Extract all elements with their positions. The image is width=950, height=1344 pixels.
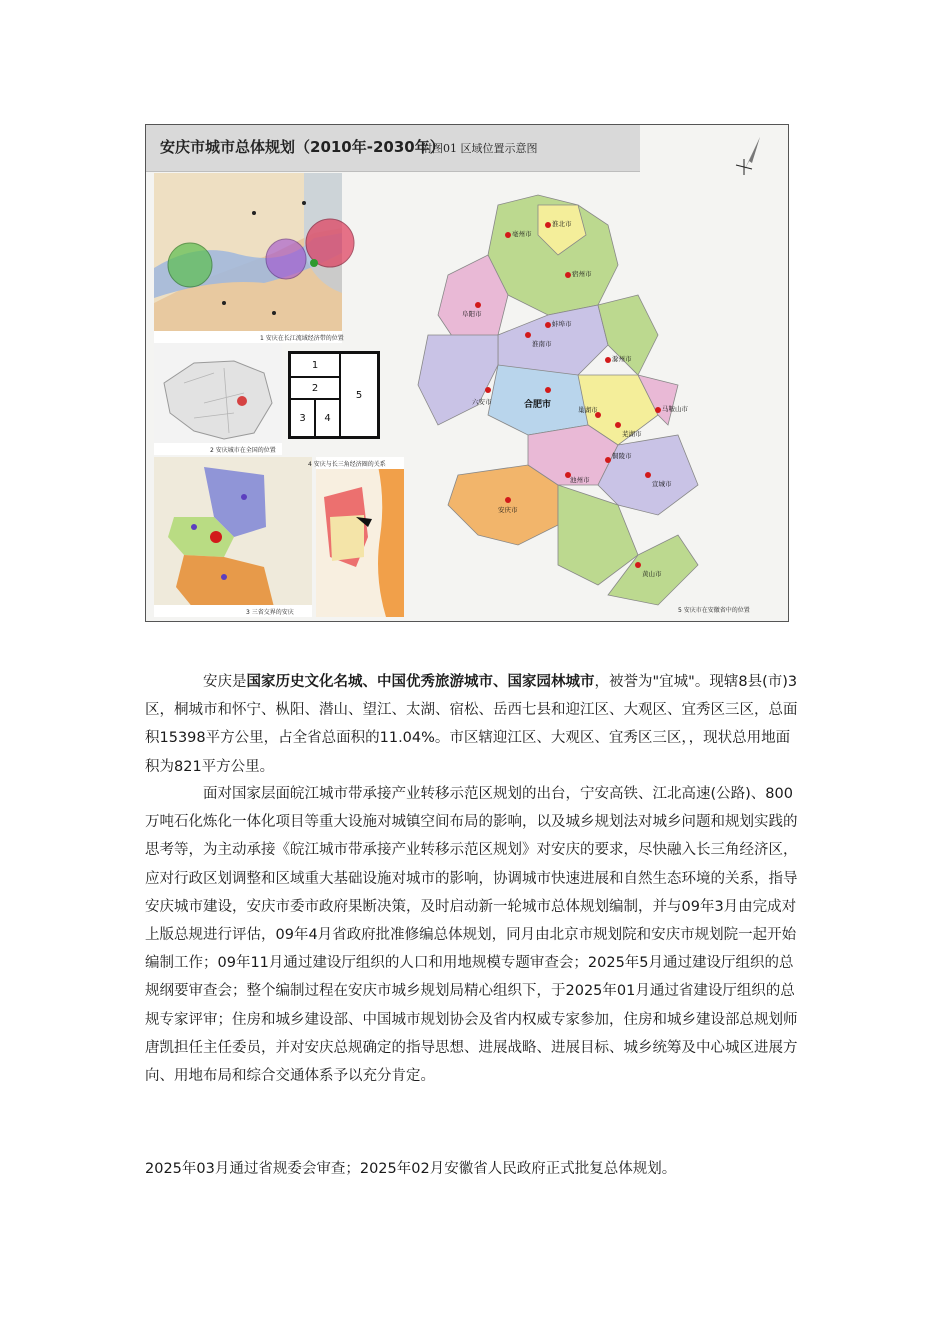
intro-lead: 安庆是	[203, 674, 247, 690]
panel-anhui-map	[408, 185, 786, 617]
city-label-chaohu: 巢湖市	[578, 406, 598, 414]
city-label-chuzhou: 滁州市	[612, 355, 632, 363]
city-label-hefei: 合肥市	[524, 400, 552, 410]
layout-key	[288, 351, 380, 439]
panel-three-provinces-map	[154, 457, 312, 617]
city-label-bozhou: 亳州市	[512, 230, 532, 238]
city-label-chizhou: 池州市	[570, 476, 590, 484]
figure-subtitle: 附图01 区域位置示意图	[421, 142, 538, 155]
panel1-caption: 1 安庆在长江流域经济带的位置	[260, 335, 344, 342]
figure-title: 安庆市城市总体规划（2010年-2030年）	[160, 138, 445, 156]
city-label-suzhou: 宿州市	[572, 270, 592, 278]
city-label-maanshan: 马鞍山市	[662, 405, 688, 413]
planning-process-text: 面对国家层面皖江城市带承接产业转移示范区规划的出台，宁安高铁、江北高速(公路)、800万吨石化炼化一体化项目等重大设施对城镇空间布局的影响，以及城乡规划法对城乡问题和规划实践的思考等，为主动承接《皖江城市带承接产业转移示范区规划》对安庆的要求，尽快融入长三角经济区，应对行政区划调整和区域重大基础设施对城市的影响，协调城市快速进展和自然生态环境的关系，指导安庆城市建设，安庆市委市政府果断决策，及时启动新一轮城市总体规划编制，并与09年3月由完成对上版总规进行评估，09年4月省政府批准修编总体规划，同月由北京市规划院和安庆市规划院一起开始编制工作；09年11月通过建设厅组织的人口和用地规模专题审查会；2025年5月通过建设厅组织的总规纲要审查会；整个编制过程在安庆市城乡规划局精心组织下，于2025年01月通过省建设厅组织的总规专家评审；住房和城乡建设部、中国城市规划协会及省内权威专家参加，住房和城乡建设部总规划师唐凯担任主任委员，并对安庆总规确定的指导思想、进展战略、进展目标、城乡统筹及中心城区进展方向、用地布局和综合交通体系予以充分肯定。	[145, 786, 798, 1085]
three-provinces-graphic	[154, 457, 312, 617]
yangtze-belt-graphic	[154, 173, 342, 343]
panel-yangtze-belt-map	[154, 173, 342, 343]
figure-header	[146, 125, 640, 172]
key-cell-3: 3	[290, 399, 315, 437]
approval-text: 2025年03月通过省规委会审查；2025年02月安徽省人民政府正式批复总体规划。	[145, 1161, 677, 1177]
city-label-bengbu: 蚌埠市	[552, 320, 572, 328]
key-cell-4: 4	[315, 399, 340, 437]
city-label-wuhu: 芜湖市	[622, 430, 642, 438]
panel4-caption: 4 安庆与长三角经济圈的关系	[308, 461, 386, 468]
intro-rest: ，被誉为"宜城"。现辖8县(市)3区，桐城市和怀宁、枞阳、潜山、望江、太湖、宿松、岳西七县和迎江区、大观区、宜秀区三区，总面积15398平方公里，占全省总面积的11.04%。市区辖迎江区、大观区、宜秀区三区，，现状总用地面积为821平方公里。	[145, 674, 798, 775]
panel-china-map	[154, 343, 282, 455]
china-graphic	[154, 343, 282, 455]
north-arrow-icon	[730, 135, 770, 177]
paragraph-intro	[145, 668, 800, 781]
city-label-fuyang: 阜阳市	[462, 310, 482, 318]
city-label-huangshan: 黄山市	[642, 570, 662, 578]
city-label-xuancheng: 宣城市	[652, 480, 672, 488]
key-cell-2: 2	[290, 377, 340, 399]
key-cell-5: 5	[340, 353, 378, 437]
anhui-graphic	[408, 185, 786, 617]
paragraph-planning-process	[145, 780, 800, 1090]
city-label-luan: 六安市	[472, 398, 492, 406]
key-cell-1: 1	[290, 353, 340, 377]
city-label-huaibei: 淮北市	[552, 220, 572, 228]
city-label-tongling: 铜陵市	[612, 452, 632, 460]
panel2-caption: 2 安庆城市在全国的位置	[210, 447, 276, 454]
paragraph-approval	[145, 1155, 800, 1183]
city-label-anqing: 安庆市	[498, 506, 518, 514]
panel-yangtze-delta-map	[308, 457, 404, 617]
intro-honors: 国家历史文化名城、中国优秀旅游城市、国家园林城市	[246, 674, 595, 690]
city-label-huainan: 淮南市	[532, 340, 552, 348]
panel3-caption: 3 三省交界的安庆	[246, 609, 294, 616]
yangtze-delta-graphic	[316, 457, 404, 617]
regional-location-figure	[145, 124, 789, 622]
panel5-caption: 5 安庆市在安徽省中的位置	[678, 607, 750, 614]
